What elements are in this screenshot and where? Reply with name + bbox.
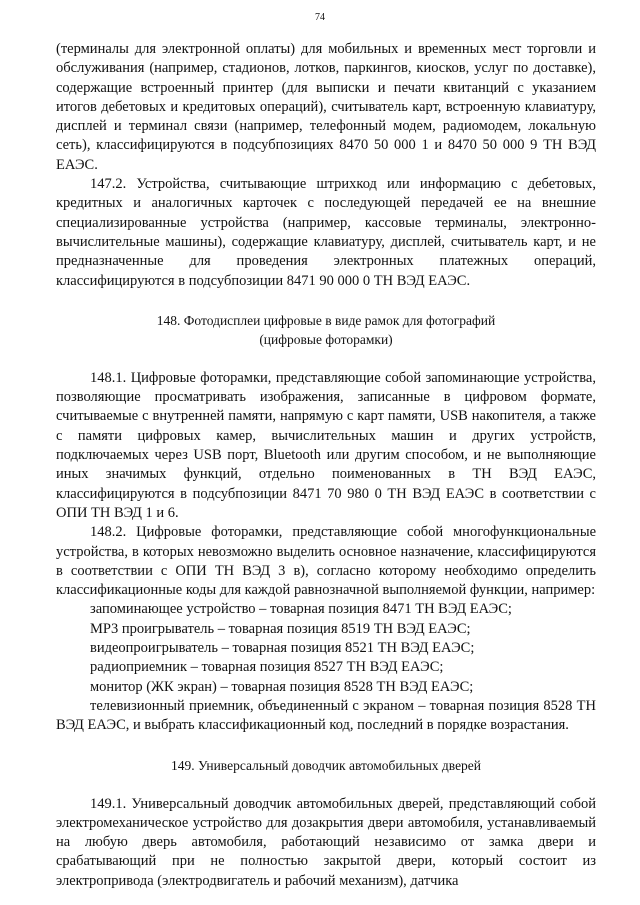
section-heading-149-line-1: 149. Универсальный доводчик автомобильных дверей [170, 757, 482, 773]
section-heading-148-line-1: 148. Фотодисплеи цифровые в виде рамок для фотографий [156, 312, 496, 328]
section-heading-148 [56, 311, 596, 349]
document-body [56, 40, 596, 891]
paragraph-tv-receiver: телевизионный приемник, объединенный с экраном – товарная позиция 8528 ТН ВЭД ЕАЭС, и выбрать классификационный код, последний в порядке возрастания. [56, 697, 596, 734]
list-item-mp3-player: МР3 проигрыватель – товарная позиция 8519 ТН ВЭД ЕАЭС; [90, 620, 471, 637]
page-number: 74 [315, 12, 325, 23]
section-heading-148-line-2: (цифровые фоторамки) [259, 331, 393, 347]
list-item-monitor: монитор (ЖК экран) – товарная позиция 8528 ТН ВЭД ЕАЭС; [90, 678, 474, 695]
paragraph-147-2: 147.2. Устройства, считывающие штрихкод или информацию с дебетовых, кредитных и аналогичных карточек с последующей передачей ее на внешние специализированные устройства (например, кассовые терминалы, электронно-вычислительные машины), содержащие клавиатуру, дисплей, считыватель карт, и не предназначенные для проведения электронных платежных операций, классифицируются в подсубпозиции 8471 90 000 0 ТН ВЭД ЕАЭС. [56, 176, 596, 289]
list-item-video-player: видеопроигрыватель – товарная позиция 8521 ТН ВЭД ЕАЭС; [90, 640, 475, 657]
list-item-storage-device: запоминающее устройство – товарная позиция 8471 ТН ВЭД ЕАЭС; [90, 601, 512, 618]
paragraph-149-1: 149.1. Универсальный доводчик автомобильных дверей, представляющий собой электромеханическое устройство для дозакрытия двери автомобиля, устанавливаемый на любую дверь автомобиля, работающий независимо от замка двери и срабатывающий при не полностью закрытой двери, который состоит из электропривода (электродвигатель и рабочий механизм), датчика [56, 795, 596, 889]
paragraph-148-1: 148.1. Цифровые фоторамки, представляющие собой запоминающие устройства, позволяющие просматривать изображения, записанные в цифровом формате, считываемые с внутренней памяти, напрямую с карт памяти, USB накопителя, а также с памяти цифровых камер, вычислительных машин и других устройств, подключаемых через USB порт, Bluetooth или другим способом, и не выполняющие иных значимых функций, отдельно поименованных в ТН ВЭД ЕАЭС, классифицируются в подсубпозиции 8471 70 980 0 ТН ВЭД ЕАЭС в соответствии с ОПИ ТН ВЭД 1 и 6. [56, 369, 596, 521]
paragraph-terminals-continued: (терминалы для электронной оплаты) для мобильных и временных мест торговли и обслуживания (например, стадионов, лотков, паркингов, киосков, услуг по доставке), содержащие встроенный принтер (для выписки и печати квитанций с указанием итогов дебетовых и кредитовых операций), считыватель карт, встроенную клавиатуру, дисплей и терминал связи (например, телефонный модем, радиомодем, локальную сеть), классифицируются в подсубпозициях 8470 50 000 1 и 8470 50 000 9 ТН ВЭД ЕАЭС. [56, 41, 596, 173]
paragraph-148-2: 148.2. Цифровые фоторамки, представляющие собой многофункциональные устройства, в которых невозможно выделить основное назначение, классифицируются в соответствии с ОПИ ТН ВЭД 3 в), согласно которому необходимо определить классификационные коды для каждой равнозначной выполняемой функции, например: [56, 524, 596, 599]
section-heading-149 [56, 756, 596, 775]
list-item-radio-receiver: радиоприемник – товарная позиция 8527 ТН ВЭД ЕАЭС; [90, 659, 444, 676]
